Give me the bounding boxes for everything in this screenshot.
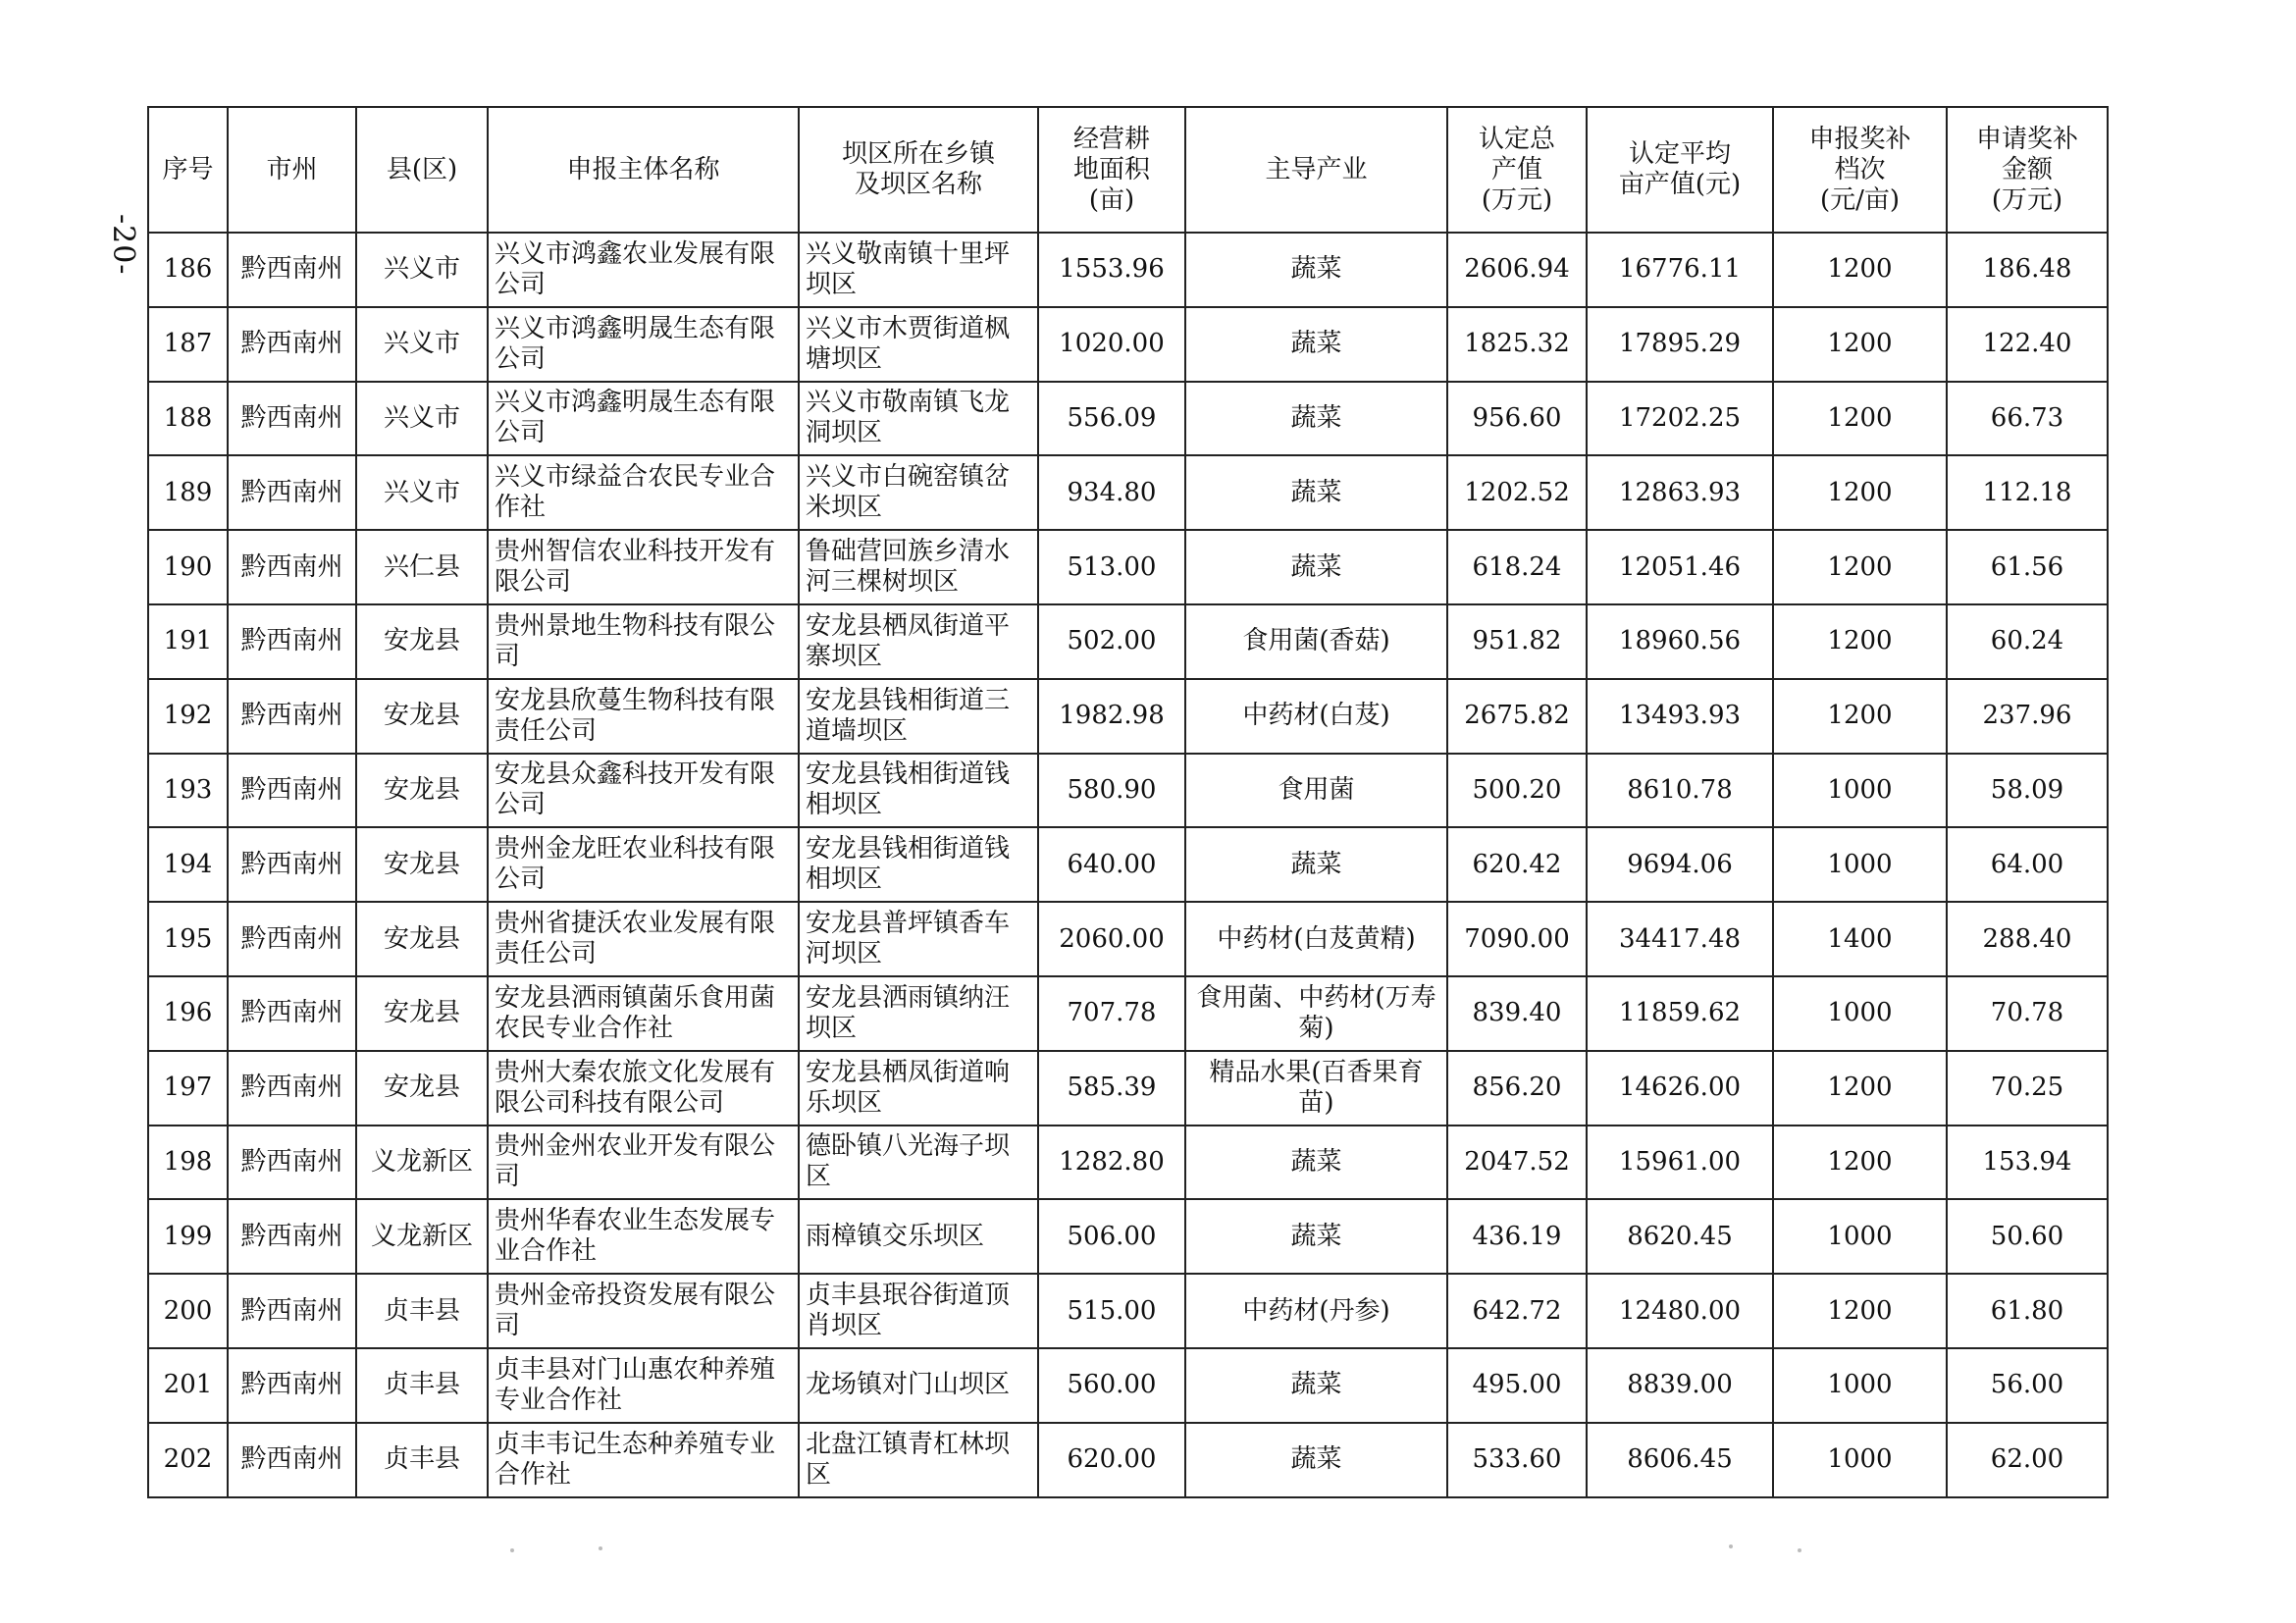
cell-col-subsidy-rate: 1000 bbox=[1773, 1199, 1947, 1274]
cell-col-avg-output: 8606.45 bbox=[1587, 1423, 1773, 1497]
cell-col-county: 义龙新区 bbox=[356, 1126, 488, 1200]
cell-col-area: 1282.80 bbox=[1038, 1126, 1185, 1200]
header-col-output: 认定总 产值 (万元) bbox=[1447, 107, 1587, 233]
cell-col-subsidy-rate: 1200 bbox=[1773, 1126, 1947, 1200]
cell-col-output: 642.72 bbox=[1447, 1274, 1587, 1348]
cell-col-applicant: 兴义市鸿鑫农业发展有限公司 bbox=[488, 233, 799, 307]
cell-col-dam-area: 兴义市木贾街道枫塘坝区 bbox=[799, 307, 1038, 382]
cell-col-avg-output: 17202.25 bbox=[1587, 382, 1773, 456]
table-row bbox=[148, 307, 2108, 382]
cell-col-seq: 197 bbox=[148, 1051, 228, 1126]
cell-col-output: 2675.82 bbox=[1447, 679, 1587, 754]
cell-col-output: 956.60 bbox=[1447, 382, 1587, 456]
cell-col-applicant: 安龙县洒雨镇菌乐食用菌农民专业合作社 bbox=[488, 976, 799, 1051]
cell-col-county: 安龙县 bbox=[356, 976, 488, 1051]
cell-col-area: 1982.98 bbox=[1038, 679, 1185, 754]
cell-col-seq: 198 bbox=[148, 1126, 228, 1200]
cell-col-area: 1553.96 bbox=[1038, 233, 1185, 307]
cell-col-applicant: 贵州华春农业生态发展专业合作社 bbox=[488, 1199, 799, 1274]
header-col-seq: 序号 bbox=[148, 107, 228, 233]
cell-col-subsidy-rate: 1200 bbox=[1773, 382, 1947, 456]
cell-col-dam-area: 鲁础营回族乡清水河三棵树坝区 bbox=[799, 530, 1038, 604]
scan-speck bbox=[510, 1548, 514, 1552]
cell-col-dam-area: 安龙县钱相街道钱相坝区 bbox=[799, 754, 1038, 828]
cell-col-dam-area: 贞丰县珉谷街道顶肖坝区 bbox=[799, 1274, 1038, 1348]
cell-col-industry: 蔬菜 bbox=[1185, 233, 1447, 307]
cell-col-avg-output: 16776.11 bbox=[1587, 233, 1773, 307]
table-row bbox=[148, 1126, 2108, 1200]
cell-col-subsidy-rate: 1200 bbox=[1773, 455, 1947, 530]
cell-col-applicant: 兴义市鸿鑫明晟生态有限公司 bbox=[488, 307, 799, 382]
cell-col-output: 7090.00 bbox=[1447, 902, 1587, 976]
cell-col-seq: 195 bbox=[148, 902, 228, 976]
cell-col-seq: 189 bbox=[148, 455, 228, 530]
cell-col-subsidy-rate: 1000 bbox=[1773, 976, 1947, 1051]
cell-col-output: 495.00 bbox=[1447, 1348, 1587, 1423]
cell-col-subsidy-amount: 70.25 bbox=[1947, 1051, 2108, 1126]
cell-col-county: 兴义市 bbox=[356, 455, 488, 530]
cell-col-output: 2047.52 bbox=[1447, 1126, 1587, 1200]
cell-col-seq: 199 bbox=[148, 1199, 228, 1274]
cell-col-city: 黔西南州 bbox=[228, 679, 356, 754]
table-row bbox=[148, 976, 2108, 1051]
cell-col-dam-area: 安龙县洒雨镇纳汪坝区 bbox=[799, 976, 1038, 1051]
cell-col-seq: 190 bbox=[148, 530, 228, 604]
cell-col-industry: 蔬菜 bbox=[1185, 827, 1447, 902]
cell-col-avg-output: 14626.00 bbox=[1587, 1051, 1773, 1126]
cell-col-city: 黔西南州 bbox=[228, 455, 356, 530]
cell-col-seq: 200 bbox=[148, 1274, 228, 1348]
cell-col-avg-output: 12051.46 bbox=[1587, 530, 1773, 604]
cell-col-industry: 食用菌(香菇) bbox=[1185, 604, 1447, 679]
cell-col-dam-area: 德卧镇八光海子坝区 bbox=[799, 1126, 1038, 1200]
cell-col-seq: 194 bbox=[148, 827, 228, 902]
cell-col-applicant: 兴义市绿益合农民专业合作社 bbox=[488, 455, 799, 530]
cell-col-dam-area: 安龙县钱相街道钱相坝区 bbox=[799, 827, 1038, 902]
cell-col-applicant: 贵州金州农业开发有限公司 bbox=[488, 1126, 799, 1200]
cell-col-area: 934.80 bbox=[1038, 455, 1185, 530]
cell-col-subsidy-amount: 62.00 bbox=[1947, 1423, 2108, 1497]
cell-col-industry: 蔬菜 bbox=[1185, 530, 1447, 604]
cell-col-output: 1202.52 bbox=[1447, 455, 1587, 530]
header-col-area: 经营耕 地面积 (亩) bbox=[1038, 107, 1185, 233]
cell-col-dam-area: 安龙县钱相街道三道墙坝区 bbox=[799, 679, 1038, 754]
cell-col-applicant: 安龙县众鑫科技开发有限公司 bbox=[488, 754, 799, 828]
cell-col-avg-output: 11859.62 bbox=[1587, 976, 1773, 1051]
cell-col-subsidy-amount: 153.94 bbox=[1947, 1126, 2108, 1200]
cell-col-area: 556.09 bbox=[1038, 382, 1185, 456]
scan-speck bbox=[599, 1546, 602, 1550]
cell-col-dam-area: 安龙县栖凤街道平寨坝区 bbox=[799, 604, 1038, 679]
cell-col-area: 560.00 bbox=[1038, 1348, 1185, 1423]
cell-col-applicant: 贞丰韦记生态种养殖专业合作社 bbox=[488, 1423, 799, 1497]
cell-col-city: 黔西南州 bbox=[228, 530, 356, 604]
header-col-subsidy-amount: 申请奖补 金额 (万元) bbox=[1947, 107, 2108, 233]
cell-col-subsidy-rate: 1000 bbox=[1773, 1348, 1947, 1423]
table-row bbox=[148, 754, 2108, 828]
cell-col-subsidy-rate: 1200 bbox=[1773, 679, 1947, 754]
cell-col-industry: 中药材(丹参) bbox=[1185, 1274, 1447, 1348]
cell-col-subsidy-amount: 61.56 bbox=[1947, 530, 2108, 604]
cell-col-dam-area: 兴义市白碗窑镇岔米坝区 bbox=[799, 455, 1038, 530]
cell-col-avg-output: 12863.93 bbox=[1587, 455, 1773, 530]
cell-col-dam-area: 北盘江镇青杠林坝区 bbox=[799, 1423, 1038, 1497]
cell-col-industry: 中药材(白芨黄精) bbox=[1185, 902, 1447, 976]
cell-col-county: 兴义市 bbox=[356, 307, 488, 382]
cell-col-applicant: 贵州省捷沃农业发展有限责任公司 bbox=[488, 902, 799, 976]
header-col-avg-output: 认定平均 亩产值(元) bbox=[1587, 107, 1773, 233]
cell-col-output: 620.42 bbox=[1447, 827, 1587, 902]
cell-col-subsidy-amount: 50.60 bbox=[1947, 1199, 2108, 1274]
cell-col-applicant: 安龙县欣蔓生物科技有限责任公司 bbox=[488, 679, 799, 754]
cell-col-city: 黔西南州 bbox=[228, 1348, 356, 1423]
cell-col-industry: 食用菌、中药材(万寿菊) bbox=[1185, 976, 1447, 1051]
cell-col-city: 黔西南州 bbox=[228, 1051, 356, 1126]
cell-col-dam-area: 安龙县栖凤街道响乐坝区 bbox=[799, 1051, 1038, 1126]
page-number: -20- bbox=[106, 214, 140, 276]
cell-col-area: 513.00 bbox=[1038, 530, 1185, 604]
cell-col-subsidy-amount: 61.80 bbox=[1947, 1274, 2108, 1348]
cell-col-city: 黔西南州 bbox=[228, 604, 356, 679]
cell-col-dam-area: 兴义敬南镇十里坪坝区 bbox=[799, 233, 1038, 307]
cell-col-area: 580.90 bbox=[1038, 754, 1185, 828]
cell-col-county: 兴仁县 bbox=[356, 530, 488, 604]
cell-col-subsidy-amount: 66.73 bbox=[1947, 382, 2108, 456]
cell-col-county: 安龙县 bbox=[356, 1051, 488, 1126]
cell-col-county: 贞丰县 bbox=[356, 1423, 488, 1497]
cell-col-county: 安龙县 bbox=[356, 679, 488, 754]
cell-col-avg-output: 15961.00 bbox=[1587, 1126, 1773, 1200]
table-row bbox=[148, 530, 2108, 604]
cell-col-subsidy-rate: 1000 bbox=[1773, 1423, 1947, 1497]
table-row bbox=[148, 455, 2108, 530]
table-row bbox=[148, 902, 2108, 976]
table-row bbox=[148, 1423, 2108, 1497]
cell-col-subsidy-amount: 288.40 bbox=[1947, 902, 2108, 976]
cell-col-subsidy-rate: 1200 bbox=[1773, 233, 1947, 307]
cell-col-subsidy-amount: 70.78 bbox=[1947, 976, 2108, 1051]
cell-col-subsidy-rate: 1200 bbox=[1773, 530, 1947, 604]
table-row bbox=[148, 1348, 2108, 1423]
cell-col-avg-output: 18960.56 bbox=[1587, 604, 1773, 679]
table-row bbox=[148, 1051, 2108, 1126]
cell-col-applicant: 贵州金龙旺农业科技有限公司 bbox=[488, 827, 799, 902]
cell-col-area: 620.00 bbox=[1038, 1423, 1185, 1497]
cell-col-county: 贞丰县 bbox=[356, 1348, 488, 1423]
cell-col-industry: 蔬菜 bbox=[1185, 1126, 1447, 1200]
header-col-industry: 主导产业 bbox=[1185, 107, 1447, 233]
cell-col-seq: 201 bbox=[148, 1348, 228, 1423]
cell-col-city: 黔西南州 bbox=[228, 382, 356, 456]
cell-col-industry: 蔬菜 bbox=[1185, 1199, 1447, 1274]
cell-col-subsidy-rate: 1200 bbox=[1773, 1274, 1947, 1348]
cell-col-applicant: 贵州景地生物科技有限公司 bbox=[488, 604, 799, 679]
cell-col-city: 黔西南州 bbox=[228, 827, 356, 902]
cell-col-subsidy-rate: 1200 bbox=[1773, 1051, 1947, 1126]
cell-col-area: 640.00 bbox=[1038, 827, 1185, 902]
cell-col-subsidy-amount: 58.09 bbox=[1947, 754, 2108, 828]
cell-col-industry: 蔬菜 bbox=[1185, 1348, 1447, 1423]
cell-col-applicant: 贵州智信农业科技开发有限公司 bbox=[488, 530, 799, 604]
cell-col-dam-area: 龙场镇对门山坝区 bbox=[799, 1348, 1038, 1423]
table-row bbox=[148, 233, 2108, 307]
cell-col-subsidy-amount: 186.48 bbox=[1947, 233, 2108, 307]
cell-col-area: 1020.00 bbox=[1038, 307, 1185, 382]
cell-col-area: 585.39 bbox=[1038, 1051, 1185, 1126]
scan-speck bbox=[1798, 1548, 1801, 1552]
cell-col-applicant: 贞丰县对门山惠农种养殖专业合作社 bbox=[488, 1348, 799, 1423]
table-row bbox=[148, 382, 2108, 456]
cell-col-subsidy-amount: 112.18 bbox=[1947, 455, 2108, 530]
cell-col-industry: 蔬菜 bbox=[1185, 1423, 1447, 1497]
cell-col-avg-output: 34417.48 bbox=[1587, 902, 1773, 976]
cell-col-seq: 188 bbox=[148, 382, 228, 456]
cell-col-output: 856.20 bbox=[1447, 1051, 1587, 1126]
cell-col-county: 贞丰县 bbox=[356, 1274, 488, 1348]
cell-col-city: 黔西南州 bbox=[228, 307, 356, 382]
cell-col-subsidy-rate: 1000 bbox=[1773, 754, 1947, 828]
cell-col-subsidy-rate: 1200 bbox=[1773, 604, 1947, 679]
cell-col-industry: 蔬菜 bbox=[1185, 382, 1447, 456]
cell-col-subsidy-amount: 64.00 bbox=[1947, 827, 2108, 902]
cell-col-city: 黔西南州 bbox=[228, 754, 356, 828]
cell-col-industry: 食用菌 bbox=[1185, 754, 1447, 828]
header-col-city: 市州 bbox=[228, 107, 356, 233]
cell-col-seq: 196 bbox=[148, 976, 228, 1051]
header-col-applicant: 申报主体名称 bbox=[488, 107, 799, 233]
cell-col-city: 黔西南州 bbox=[228, 976, 356, 1051]
cell-col-county: 安龙县 bbox=[356, 827, 488, 902]
cell-col-industry: 蔬菜 bbox=[1185, 307, 1447, 382]
cell-col-applicant: 贵州大秦农旅文化发展有限公司科技有限公司 bbox=[488, 1051, 799, 1126]
header-col-dam-area: 坝区所在乡镇 及坝区名称 bbox=[799, 107, 1038, 233]
cell-col-county: 兴义市 bbox=[356, 382, 488, 456]
cell-col-city: 黔西南州 bbox=[228, 1423, 356, 1497]
cell-col-seq: 193 bbox=[148, 754, 228, 828]
cell-col-output: 1825.32 bbox=[1447, 307, 1587, 382]
cell-col-avg-output: 12480.00 bbox=[1587, 1274, 1773, 1348]
cell-col-dam-area: 安龙县普坪镇香车河坝区 bbox=[799, 902, 1038, 976]
cell-col-output: 2606.94 bbox=[1447, 233, 1587, 307]
cell-col-seq: 187 bbox=[148, 307, 228, 382]
cell-col-seq: 186 bbox=[148, 233, 228, 307]
cell-col-subsidy-amount: 56.00 bbox=[1947, 1348, 2108, 1423]
cell-col-industry: 中药材(白芨) bbox=[1185, 679, 1447, 754]
cell-col-city: 黔西南州 bbox=[228, 902, 356, 976]
cell-col-area: 502.00 bbox=[1038, 604, 1185, 679]
cell-col-subsidy-rate: 1400 bbox=[1773, 902, 1947, 976]
cell-col-output: 436.19 bbox=[1447, 1199, 1587, 1274]
header-col-county: 县(区) bbox=[356, 107, 488, 233]
cell-col-subsidy-rate: 1200 bbox=[1773, 307, 1947, 382]
cell-col-avg-output: 13493.93 bbox=[1587, 679, 1773, 754]
subsidy-table bbox=[147, 106, 2109, 1498]
cell-col-dam-area: 雨樟镇交乐坝区 bbox=[799, 1199, 1038, 1274]
cell-col-city: 黔西南州 bbox=[228, 1274, 356, 1348]
cell-col-seq: 202 bbox=[148, 1423, 228, 1497]
cell-col-avg-output: 8620.45 bbox=[1587, 1199, 1773, 1274]
table-row bbox=[148, 679, 2108, 754]
cell-col-city: 黔西南州 bbox=[228, 233, 356, 307]
table-row bbox=[148, 1199, 2108, 1274]
cell-col-area: 506.00 bbox=[1038, 1199, 1185, 1274]
cell-col-subsidy-amount: 237.96 bbox=[1947, 679, 2108, 754]
cell-col-subsidy-amount: 60.24 bbox=[1947, 604, 2108, 679]
cell-col-area: 2060.00 bbox=[1038, 902, 1185, 976]
cell-col-county: 安龙县 bbox=[356, 902, 488, 976]
cell-col-seq: 192 bbox=[148, 679, 228, 754]
table-row bbox=[148, 827, 2108, 902]
scan-speck bbox=[1729, 1544, 1733, 1548]
cell-col-avg-output: 17895.29 bbox=[1587, 307, 1773, 382]
table-body bbox=[148, 233, 2108, 1497]
cell-col-dam-area: 兴义市敬南镇飞龙洞坝区 bbox=[799, 382, 1038, 456]
cell-col-subsidy-rate: 1000 bbox=[1773, 827, 1947, 902]
table-row bbox=[148, 604, 2108, 679]
cell-col-applicant: 兴义市鸿鑫明晟生态有限公司 bbox=[488, 382, 799, 456]
cell-col-avg-output: 8610.78 bbox=[1587, 754, 1773, 828]
table-header-row bbox=[148, 107, 2108, 233]
cell-col-area: 707.78 bbox=[1038, 976, 1185, 1051]
cell-col-avg-output: 9694.06 bbox=[1587, 827, 1773, 902]
cell-col-county: 安龙县 bbox=[356, 754, 488, 828]
cell-col-output: 500.20 bbox=[1447, 754, 1587, 828]
cell-col-area: 515.00 bbox=[1038, 1274, 1185, 1348]
cell-col-seq: 191 bbox=[148, 604, 228, 679]
cell-col-city: 黔西南州 bbox=[228, 1126, 356, 1200]
cell-col-county: 兴义市 bbox=[356, 233, 488, 307]
cell-col-city: 黔西南州 bbox=[228, 1199, 356, 1274]
cell-col-county: 安龙县 bbox=[356, 604, 488, 679]
cell-col-subsidy-amount: 122.40 bbox=[1947, 307, 2108, 382]
cell-col-industry: 蔬菜 bbox=[1185, 455, 1447, 530]
cell-col-output: 618.24 bbox=[1447, 530, 1587, 604]
cell-col-county: 义龙新区 bbox=[356, 1199, 488, 1274]
header-col-subsidy-rate: 申报奖补 档次 (元/亩) bbox=[1773, 107, 1947, 233]
cell-col-industry: 精品水果(百香果育苗) bbox=[1185, 1051, 1447, 1126]
cell-col-output: 839.40 bbox=[1447, 976, 1587, 1051]
cell-col-applicant: 贵州金帝投资发展有限公司 bbox=[488, 1274, 799, 1348]
cell-col-output: 533.60 bbox=[1447, 1423, 1587, 1497]
cell-col-avg-output: 8839.00 bbox=[1587, 1348, 1773, 1423]
cell-col-output: 951.82 bbox=[1447, 604, 1587, 679]
table-row bbox=[148, 1274, 2108, 1348]
